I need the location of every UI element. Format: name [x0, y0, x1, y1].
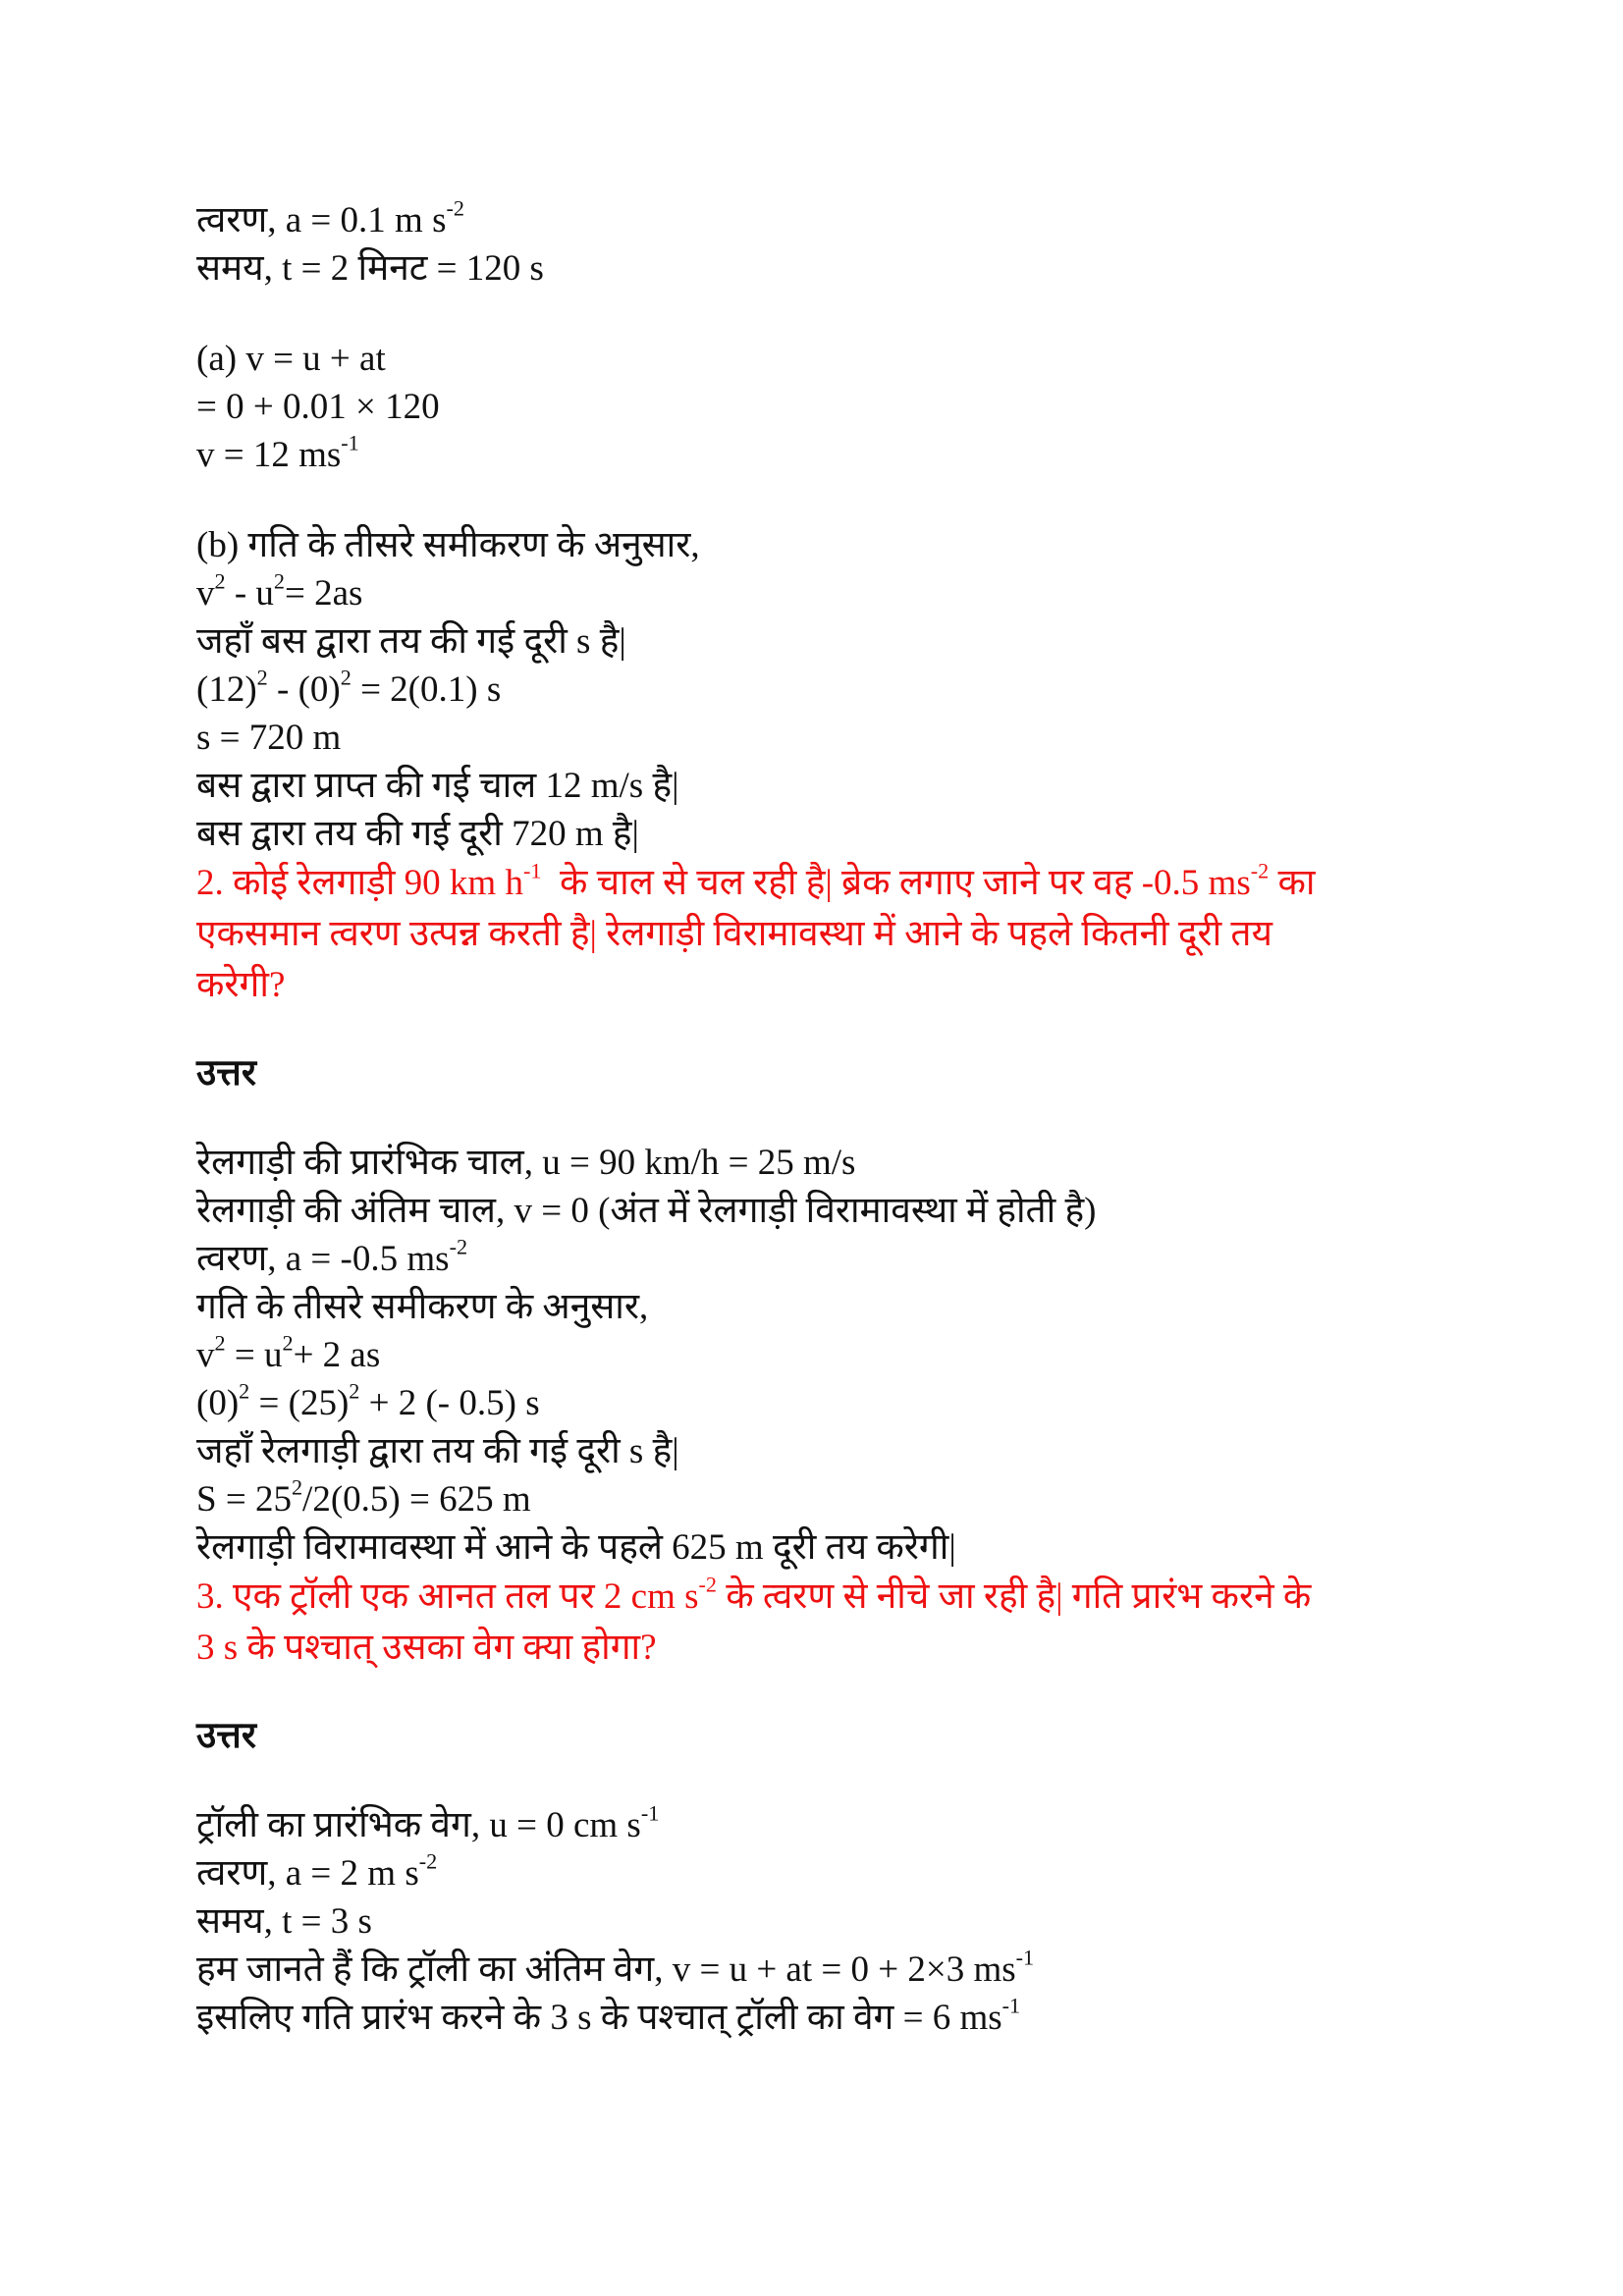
page-content [196, 196, 1453, 2042]
part-b-result [196, 714, 1453, 762]
answer-2-initial-speed [196, 1139, 1453, 1187]
question-2 [196, 858, 1453, 1011]
question-3 [196, 1572, 1453, 1674]
text-segment: त्वरण, a = -0.5 ms [196, 1239, 450, 1279]
text-segment: 3 s के पश्चात् उसका वेग क्या होगा? [196, 1628, 657, 1668]
text-segment: = 0 + 0.01 × 120 [196, 387, 440, 427]
superscript: 2 [282, 1330, 294, 1356]
text-segment: त्वरण, a = 2 m s [196, 1853, 419, 1894]
superscript: -2 [449, 1234, 468, 1259]
superscript: -2 [1250, 858, 1270, 883]
answer-3-initial-velocity [196, 1801, 1453, 1849]
part-b-speed [196, 762, 1453, 810]
question-2-line-3 [196, 960, 1453, 1011]
text-segment: v [196, 573, 215, 614]
answer-3-final-velocity [196, 1946, 1453, 1994]
text-segment: = 2as [285, 573, 363, 614]
part-b-distance [196, 810, 1453, 858]
part-b-third-equation [196, 569, 1453, 617]
question-3-line-2 [196, 1623, 1453, 1674]
text-segment: v [196, 1335, 215, 1375]
superscript: -1 [640, 1800, 660, 1826]
text-segment: (a) v = u + at [196, 339, 386, 379]
text-segment: = 2(0.1) s [351, 669, 502, 710]
superscript: -1 [341, 430, 359, 455]
answer-2-third-equation-intro [196, 1283, 1453, 1331]
text-segment: समय, t = 3 s [196, 1901, 372, 1942]
superscript: 2 [273, 568, 286, 594]
text-segment: 3. एक ट्रॉली एक आनत तल पर 2 cm s [196, 1576, 699, 1617]
answer-3-time [196, 1897, 1453, 1946]
text-segment: रेलगाड़ी विरामावस्था में आने के पहले 625 m दूरी तय करेगी| [196, 1527, 956, 1568]
superscript: -1 [1015, 1945, 1035, 1970]
text-segment: /2(0.5) = 625 m [302, 1479, 531, 1520]
text-segment: = (25) [249, 1383, 350, 1423]
part-a-result [196, 431, 1453, 479]
text-segment: ट्रॉली का प्रारंभिक वेग, u = 0 cm s [196, 1805, 641, 1845]
text-segment: समय, t = 2 मिनट = 120 s [196, 248, 544, 289]
text-segment: करेगी? [196, 965, 286, 1005]
part-b-intro [196, 521, 1453, 569]
text-segment: एकसमान त्वरण उत्पन्न करती है| रेलगाड़ी विरामावस्था में आने के पहले कितनी दूरी तय [196, 914, 1272, 954]
superscript: 2 [291, 1474, 303, 1500]
part-a-substitution [196, 383, 1453, 431]
text-segment: + 2 (- 0.5) s [359, 1383, 540, 1423]
text-segment: 2. कोई रेलगाड़ी 90 km h [196, 863, 523, 903]
text-segment: रेलगाड़ी की अंतिम चाल, v = 0 (अंत में रेलगाड़ी विरामावस्था में होती है) [196, 1191, 1097, 1231]
answer-2-calculation [196, 1475, 1453, 1523]
question-3-line-1 [196, 1572, 1453, 1623]
text-segment: बस द्वारा तय की गई दूरी 720 m है| [196, 814, 639, 854]
superscript: 2 [256, 665, 268, 690]
text-segment: - (0) [267, 669, 341, 710]
text-segment: (0) [196, 1383, 240, 1423]
acceleration-line [196, 196, 1453, 244]
answer-2-where [196, 1427, 1453, 1475]
text-segment: का [1269, 863, 1316, 903]
text-segment: इसलिए गति प्रारंभ करने के 3 s के पश्चात् ट्रॉली का वेग = 6 ms [196, 1998, 1002, 2038]
answer-2-conclusion [196, 1523, 1453, 1572]
answer-2-heading: उत्तर [196, 1053, 256, 1094]
superscript: 2 [239, 1378, 250, 1404]
answer-3-acceleration [196, 1849, 1453, 1897]
text-segment: रेलगाड़ी की प्रारंभिक चाल, u = 90 km/h = 25 m/s [196, 1143, 856, 1183]
superscript: 2 [214, 1330, 226, 1356]
text-segment: (12) [196, 669, 257, 710]
superscript: 2 [349, 1378, 360, 1404]
answer-2-equation [196, 1331, 1453, 1379]
text-segment: - u [225, 573, 274, 614]
superscript: 2 [340, 665, 352, 690]
answer-3-heading: उत्तर [196, 1716, 256, 1756]
text-segment: के चाल से चल रही है| ब्रेक लगाए जाने पर वह -0.5 ms [541, 863, 1251, 903]
question-2-line-1 [196, 858, 1453, 909]
text-segment: + 2 as [293, 1335, 381, 1375]
text-segment: S = 25 [196, 1479, 292, 1520]
text-segment: v = 12 ms [196, 435, 342, 475]
answer-2-final-speed [196, 1187, 1453, 1235]
answer-2-substitution [196, 1379, 1453, 1427]
text-segment: (b) गति के तीसरे समीकरण के अनुसार, [196, 525, 700, 565]
question-2-line-2 [196, 909, 1453, 960]
superscript: -2 [446, 195, 464, 221]
superscript: -2 [418, 1848, 438, 1874]
superscript: 2 [214, 568, 226, 594]
answer-3-conclusion [196, 1994, 1453, 2042]
time-line [196, 244, 1453, 293]
text-segment: त्वरण, a = 0.1 m s [196, 200, 447, 240]
text-segment: जहाँ बस द्वारा तय की गई दूरी s है| [196, 621, 626, 662]
text-segment: के त्वरण से नीचे जा रही है| गति प्रारंभ करने के [717, 1576, 1312, 1617]
part-b-where [196, 617, 1453, 666]
part-b-substitution [196, 666, 1453, 714]
superscript: -1 [522, 858, 542, 883]
answer-2-acceleration [196, 1235, 1453, 1283]
text-segment: हम जानते हैं कि ट्रॉली का अंतिम वेग, v = u + at = 0 + 2×3 ms [196, 1949, 1016, 1990]
superscript: -1 [1001, 1993, 1021, 2018]
superscript: -2 [698, 1572, 718, 1597]
text-segment: बस द्वारा प्राप्त की गई चाल 12 m/s है| [196, 766, 679, 806]
part-a-equation [196, 335, 1453, 383]
text-segment: = u [225, 1335, 283, 1375]
text-segment: जहाँ रेलगाड़ी द्वारा तय की गई दूरी s है| [196, 1431, 679, 1471]
text-segment: s = 720 m [196, 718, 342, 758]
text-segment: गति के तीसरे समीकरण के अनुसार, [196, 1287, 649, 1327]
